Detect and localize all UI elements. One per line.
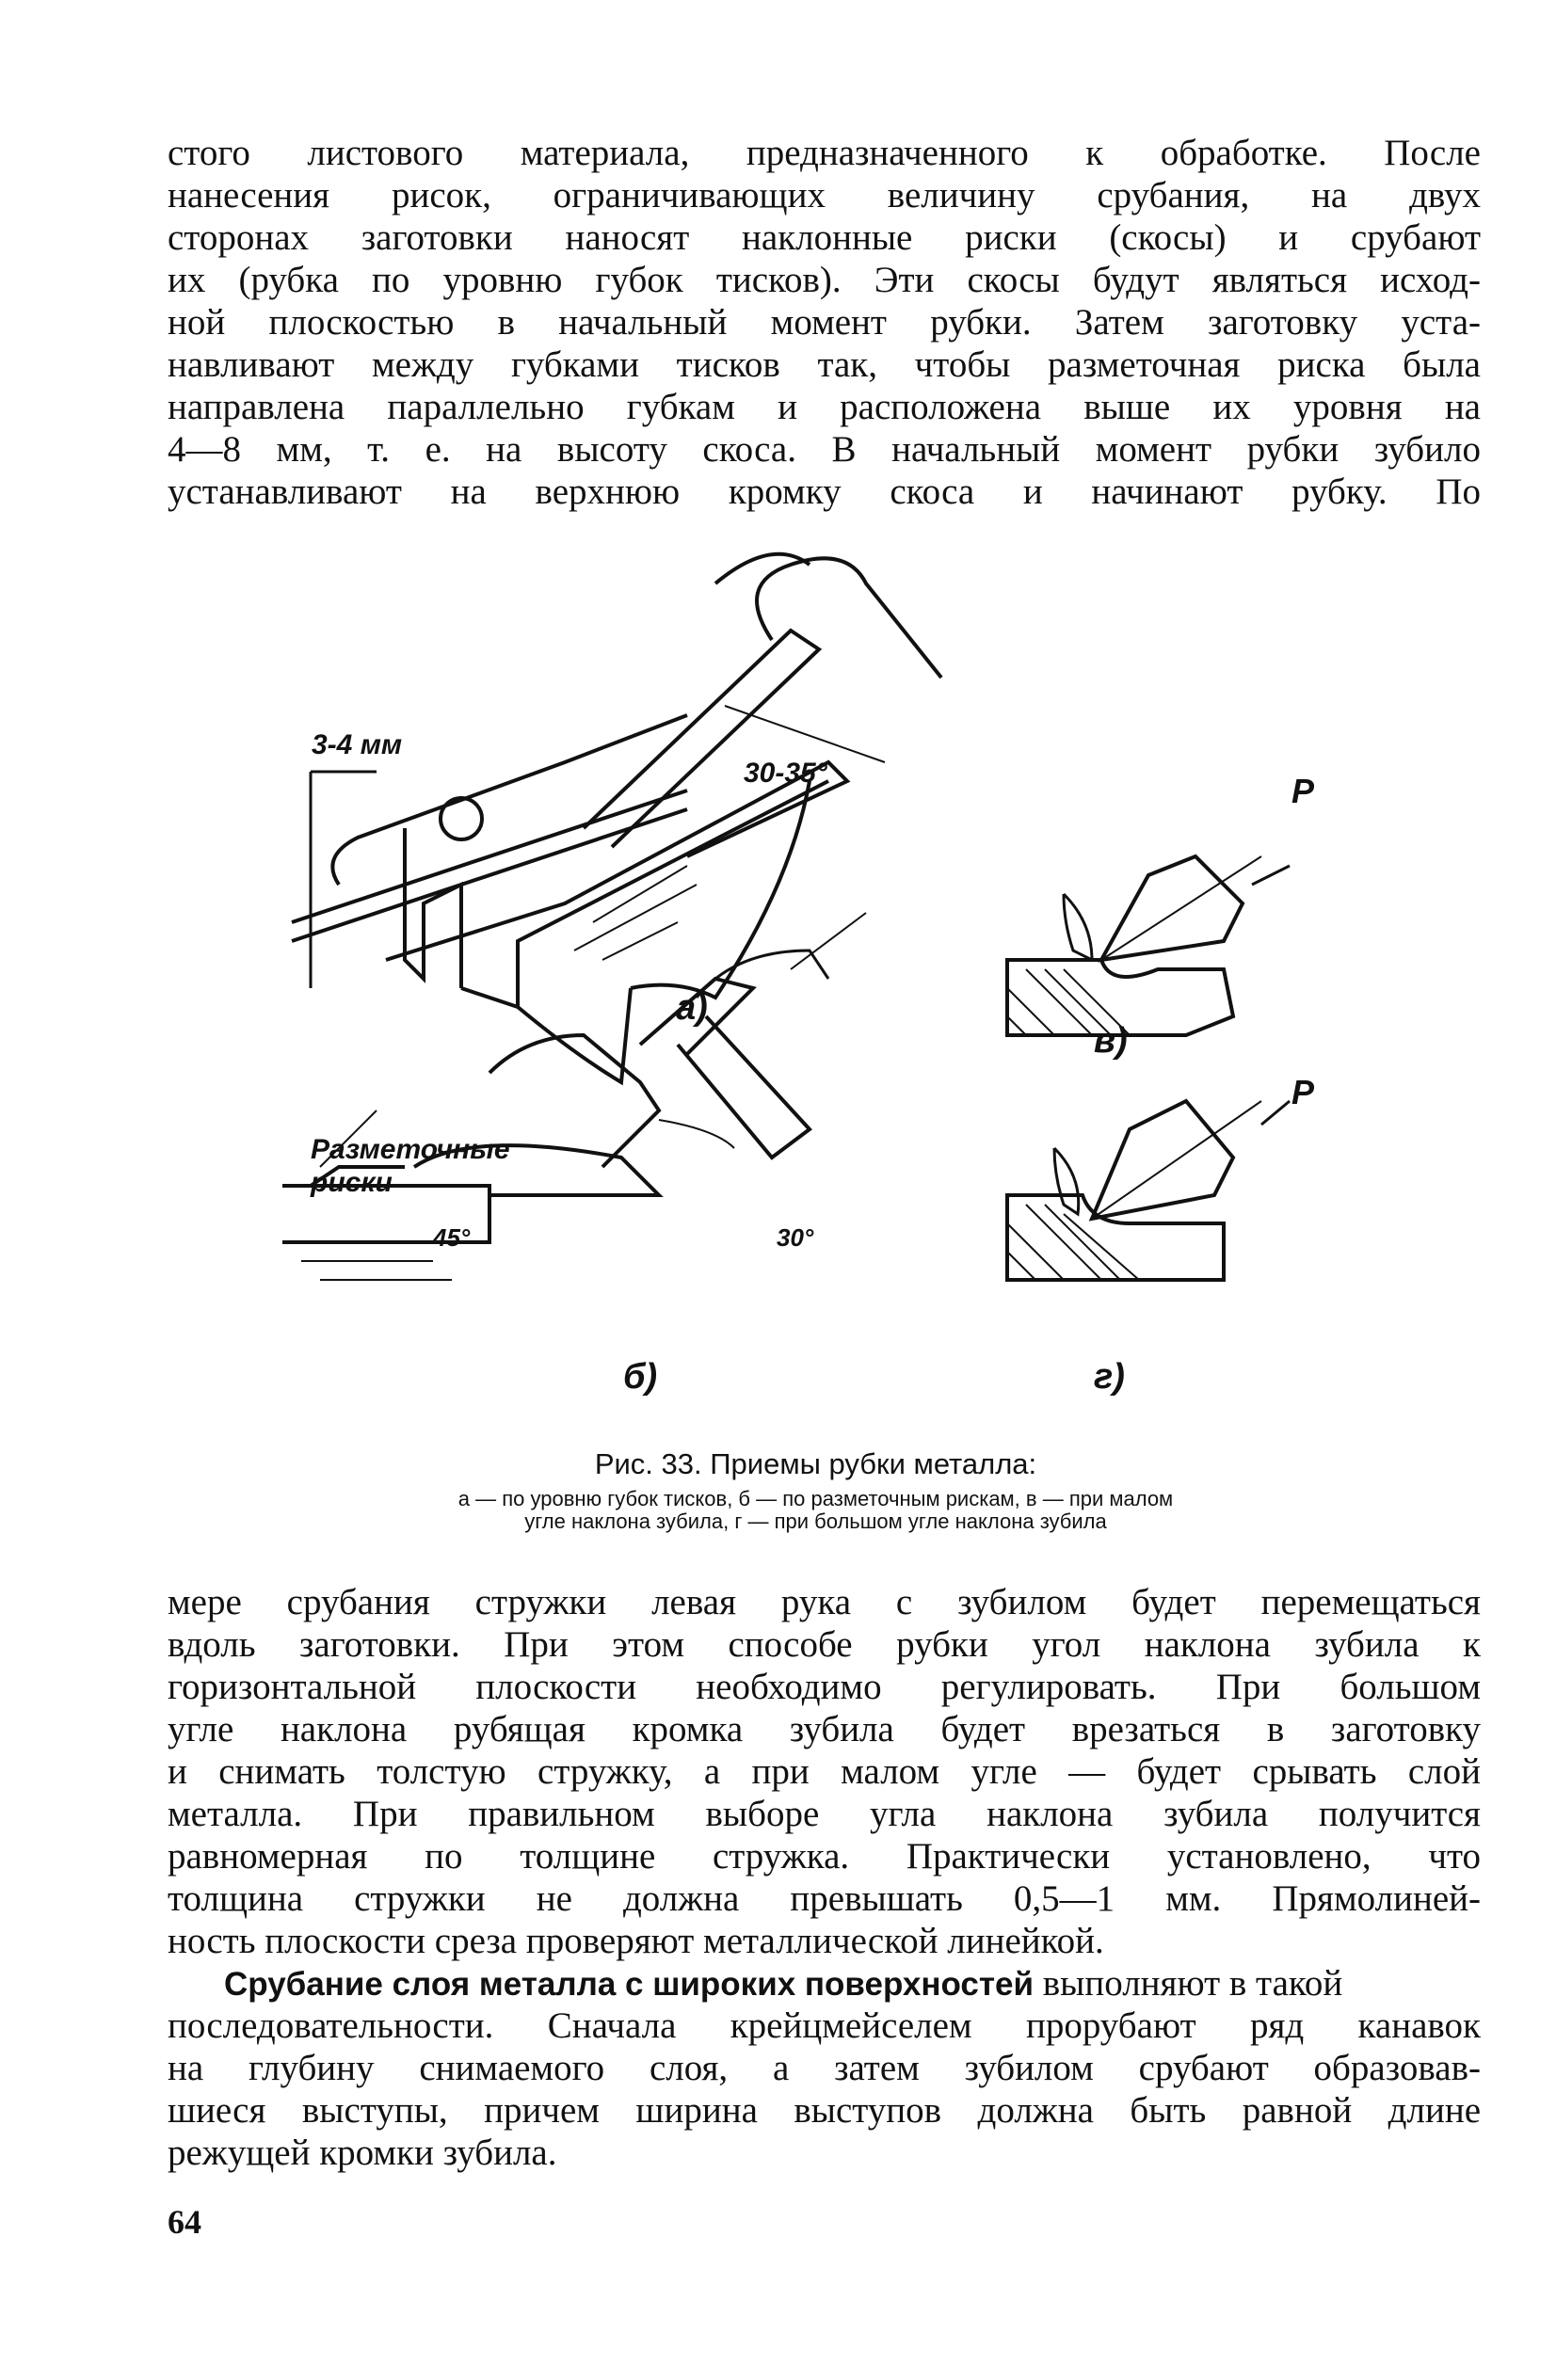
text-span: выполняют в такой: [1033, 1963, 1343, 2004]
text-line: толщина стружки не должна превышать 0,5—1 мм. Прямолиней-: [168, 1878, 1481, 1919]
subfigure-label-b: б): [623, 1357, 658, 1397]
subfigure-label-g: г): [1094, 1357, 1125, 1397]
marking-lines-label: Разметочные: [311, 1134, 510, 1165]
drawing-g-large-angle: [1007, 1101, 1290, 1280]
figure-caption-line: а — по уровню губок тисков, б — по разметочным рискам, в — при малом: [457, 1487, 1174, 1510]
text-line: стого листового материала, предназначенного к обработке. После: [168, 133, 1481, 173]
chiselling-illustration: [282, 546, 1365, 1412]
subfigure-label-a: а): [676, 988, 708, 1028]
text-line: сторонах заготовки наносят наклонные риски (скосы) и срубают: [168, 217, 1481, 258]
text-line: равномерная по толщине стружка. Практически установлено, что: [168, 1836, 1481, 1877]
figure-caption-line: угле наклона зубила, г — при большом угле наклона зубила: [524, 1509, 1107, 1533]
text-line: угле наклона рубящая кромка зубила будет врезаться в заготовку: [168, 1709, 1481, 1749]
text-line: шиеся выступы, причем ширина выступов должна быть равной длине: [168, 2090, 1481, 2131]
figure-caption-title: Рис. 33. Приемы рубки металла:: [594, 1447, 1037, 1480]
drawing-v-small-angle: [1007, 856, 1290, 1035]
bottom-paragraph: [168, 1581, 1481, 1962]
text-line: режущей кромки зубила.: [168, 2132, 557, 2173]
text-line: навливают между губками тисков так, чтобы разметочная риска была: [168, 344, 1481, 385]
text-line: вдоль заготовки. При этом способе рубки угол наклона зубила к: [168, 1624, 1481, 1665]
drawing-a-vise-chisel: [292, 554, 979, 1082]
text-line: устанавливают на верхнюю кромку скоса и начинают рубку. По: [168, 471, 1481, 512]
text-line: металла. При правильном выборе угла наклона зубила получится: [168, 1794, 1481, 1834]
text-line: последовательности. Сначала крейцмейселем прорубают ряд канавок: [168, 2005, 1481, 2046]
text-line: нанесения рисок, ограничивающих величину срубания, на двух: [168, 175, 1481, 216]
dimension-label-3-4mm: 3-4 мм: [312, 729, 403, 760]
angle-label-30-35: 30-35°: [744, 758, 827, 789]
text-line: и снимать толстую стружку, а при малом угле — будет срывать слой: [168, 1751, 1481, 1792]
text-line: их (рубка по уровню губок тисков). Эти скосы будут являться исход-: [168, 260, 1481, 300]
text-line: 4—8 мм, т. е. на высоту скоса. В начальный момент рубки зубило: [168, 429, 1481, 470]
text-line: на глубину снимаемого слоя, а затем зубилом срубают образовав-: [168, 2048, 1481, 2088]
angle-label-30: 30°: [777, 1223, 814, 1252]
text-line: [168, 1962, 1481, 2005]
subfigure-label-v: в): [1094, 1021, 1128, 1061]
paragraph-bold-lead: Срубание слоя металла с широких поверхностей: [224, 1966, 1034, 2003]
text-line: ность плоскости среза проверяют металлической линейкой.: [168, 1921, 1104, 1961]
force-label-p-g: Р: [1291, 1073, 1315, 1111]
page-number: 64: [168, 2203, 201, 2241]
marking-lines-label-2: риски: [311, 1167, 393, 1198]
text-line: направлена параллельно губкам и расположена выше их уровня на: [168, 387, 1481, 427]
text-line: мере срубания стружки левая рука с зубилом будет перемещаться: [168, 1582, 1481, 1622]
angle-label-45: 45°: [433, 1223, 471, 1252]
text-line: горизонтальной плоскости необходимо регулировать. При большом: [168, 1667, 1481, 1707]
figure-33: [282, 546, 1365, 1412]
text-line: ной плоскостью в начальный момент рубки. Затем заготовку уста-: [168, 302, 1481, 343]
top-paragraph: [168, 132, 1481, 513]
force-label-p-v: Р: [1291, 772, 1315, 810]
last-paragraph: [168, 1962, 1481, 2174]
